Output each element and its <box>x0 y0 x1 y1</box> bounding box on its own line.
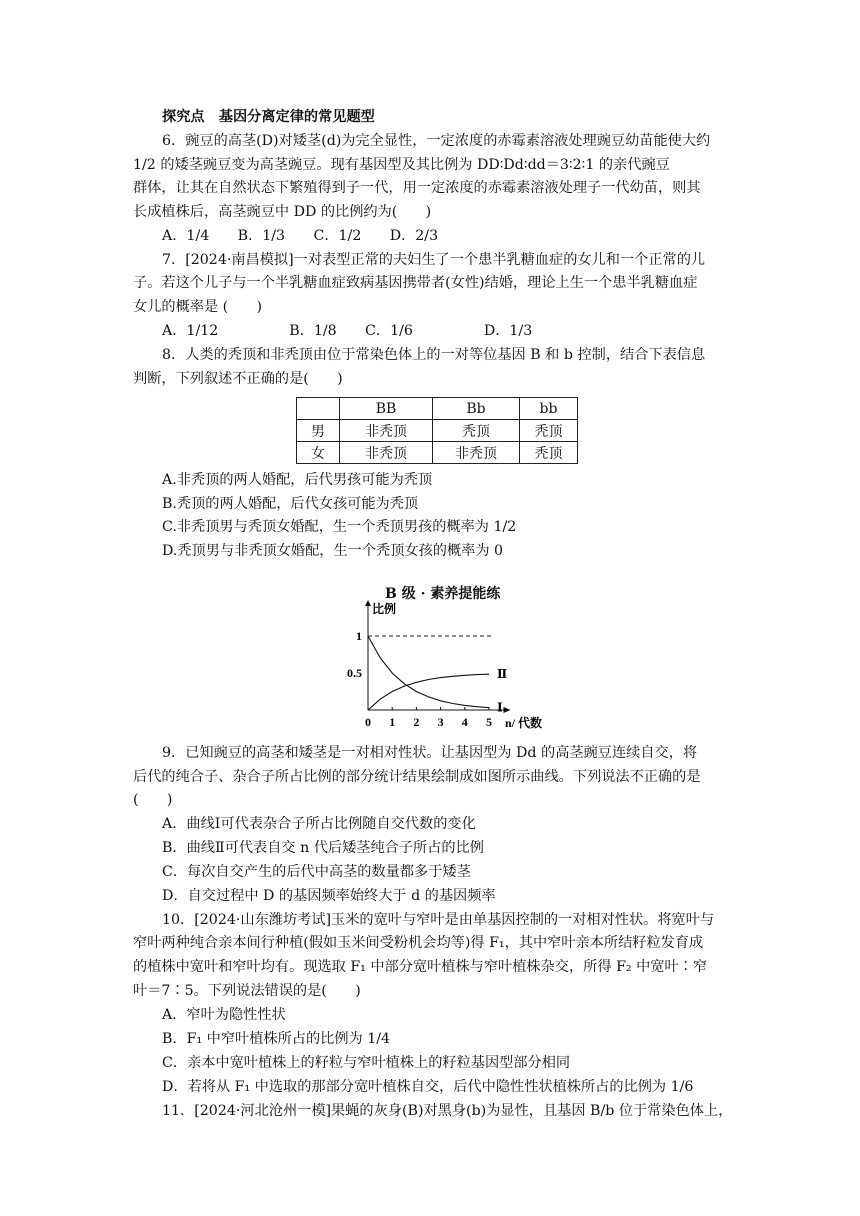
table-cell: 非秃顶 <box>340 420 433 442</box>
table-cell: 非秃顶 <box>433 442 520 464</box>
q10-option-a: A．窄叶为隐性性状 <box>162 1007 286 1023</box>
x-tick-label: 4 <box>461 715 468 729</box>
x-tick-label: 2 <box>413 715 420 729</box>
q11-line-1: 11．[2024·河北沧州一模]果蝇的灰身(B)对黑身(b)为显性，且基因 B/b 位于常染色体上， <box>162 1103 733 1119</box>
q10-line-3: 的植株中宽叶和窄叶均有。现选取 F₁ 中部分宽叶植株与窄叶植株杂交，所得 F₂ 中宽叶∶窄 <box>133 959 708 975</box>
table-cell: 秃顶 <box>520 420 578 442</box>
q6-line-3: 群体，让其在自然状态下繁殖得到子一代，用一定浓度的赤霉素溶液处理子一代幼苗，则其 <box>133 180 701 196</box>
q8-option-d: D.秃顶男与非秃顶女婚配，生一个秃顶女孩的概率为 0 <box>162 543 504 559</box>
genotype-table <box>296 397 578 464</box>
q10-line-4: 叶＝7∶5。下列说法错误的是( ) <box>133 983 361 999</box>
q8-option-b: B.秃顶的两人婚配，后代女孩可能为秃顶 <box>162 496 419 512</box>
q6-line-4: 长成植株后，高茎豌豆中 DD 的比例约为( ) <box>133 204 432 220</box>
q8-line-1: 8．人类的秃顶和非秃顶由位于常染色体上的一对等位基因 B 和 b 控制，结合下表信息 <box>162 347 706 363</box>
table-header-cell <box>297 398 340 420</box>
q8-option-c: C.非秃顶男与秃顶女婚配，生一个秃顶男孩的概率为 1/2 <box>162 519 517 535</box>
q9-option-b: B．曲线Ⅱ可代表自交 n 代后矮茎纯合子所占的比例 <box>162 840 484 856</box>
q10-option-b: B．F₁ 中窄叶植株所占的比例为 1/4 <box>162 1031 391 1047</box>
section-title: 探究点 基因分离定律的常见题型 <box>162 109 375 125</box>
table-row <box>297 442 578 464</box>
table-row <box>297 420 578 442</box>
table-cell: 非秃顶 <box>340 442 433 464</box>
q9-line-2: 后代的纯合子、杂合子所占比例的部分统计结果绘制成如图所示曲线。下列说法不正确的是 <box>133 769 701 785</box>
q6-line-1: 6．豌豆的高茎(D)对矮茎(d)为完全显性，一定浓度的赤霉素溶液处理豌豆幼苗能使大约 <box>162 133 711 149</box>
x-axis-arrow <box>504 707 511 713</box>
table-cell: 秃顶 <box>433 420 520 442</box>
series-line-2 <box>368 674 489 710</box>
y-tick-label: 1 <box>356 629 362 643</box>
table-cell: 女 <box>297 442 340 464</box>
q10-option-c: C．亲本中宽叶植株上的籽粒与窄叶植株上的籽粒基因型部分相同 <box>162 1055 571 1071</box>
q7-line-2: 子。若这个儿子与一个半乳糖血症致病基因携带者(女性)结婚，理论上生一个患半乳糖血症 <box>133 275 698 291</box>
q9-option-a: A．曲线Ⅰ可代表杂合子所占比例随自交代数的变化 <box>162 816 476 832</box>
q9-line-3: ( ) <box>133 792 173 808</box>
level-b-title: B 级 · 素养提能练 <box>385 586 501 602</box>
q9-option-c: C．每次自交产生的后代中高茎的数量都多于矮茎 <box>162 864 471 880</box>
x-tick-label: 1 <box>389 715 396 729</box>
q8-option-a: A.非秃顶的两人婚配，后代男孩可能为秃顶 <box>162 472 433 488</box>
q9-line-1: 9．已知豌豆的高茎和矮茎是一对相对性状。让基因型为 Dd 的高茎豌豆连续自交，将 <box>162 745 698 761</box>
x-axis-label: n/ 代数 <box>505 716 543 730</box>
q6-options: A．1/4 B．1/3 C．1/2 D．2/3 <box>162 228 439 244</box>
q7-line-3: 女儿的概率是 ( ) <box>133 299 263 315</box>
q10-line-1: 10．[2024·山东潍坊考试]玉米的宽叶与窄叶是由单基因控制的一对相对性状。将宽叶与 <box>162 912 715 928</box>
series-line-1 <box>368 636 489 708</box>
y-tick-label: 0.5 <box>347 666 362 680</box>
table-header-cell: Bb <box>433 398 520 420</box>
q7-line-1: 7．[2024·南昌模拟]一对表型正常的夫妇生了一个患半乳糖血症的女儿和一个正常的儿 <box>162 252 706 268</box>
x-tick-label: 0 <box>365 715 371 729</box>
q10-line-2: 窄叶两种纯合亲本间行种植(假如玉米间受粉机会均等)得 F₁，其中窄叶亲本所结籽粒发育成 <box>133 935 704 951</box>
table-header-cell: bb <box>520 398 578 420</box>
q7-options: A．1/12 B．1/8 C．1/6 D．1/3 <box>162 323 533 339</box>
series-label-1: Ⅰ <box>497 700 503 715</box>
table-header-row <box>297 398 578 420</box>
x-tick-label: 3 <box>437 715 444 729</box>
y-axis-label: 比例 <box>372 602 397 616</box>
table-header-cell: BB <box>340 398 433 420</box>
table-cell: 秃顶 <box>520 442 578 464</box>
q6-line-2: 1/2 的矮茎豌豆变为高茎豌豆。现有基因型及其比例为 DD∶Dd∶dd＝3∶2∶1 的亲代豌豆 <box>133 157 670 173</box>
x-tick-label: 5 <box>486 715 492 729</box>
q10-option-d: D．若将从 F₁ 中选取的那部分宽叶植株自交，后代中隐性性状植株所占的比例为 1/6 <box>162 1079 694 1095</box>
q8-line-2: 判断，下列叙述不正确的是( ) <box>133 371 343 387</box>
table-cell: 男 <box>297 420 340 442</box>
series-label-2: Ⅱ <box>497 667 508 682</box>
q9-option-d: D．自交过程中 D 的基因频率始终大于 d 的基因频率 <box>162 888 496 904</box>
line-chart <box>340 600 550 735</box>
y-axis-arrow <box>365 600 371 606</box>
